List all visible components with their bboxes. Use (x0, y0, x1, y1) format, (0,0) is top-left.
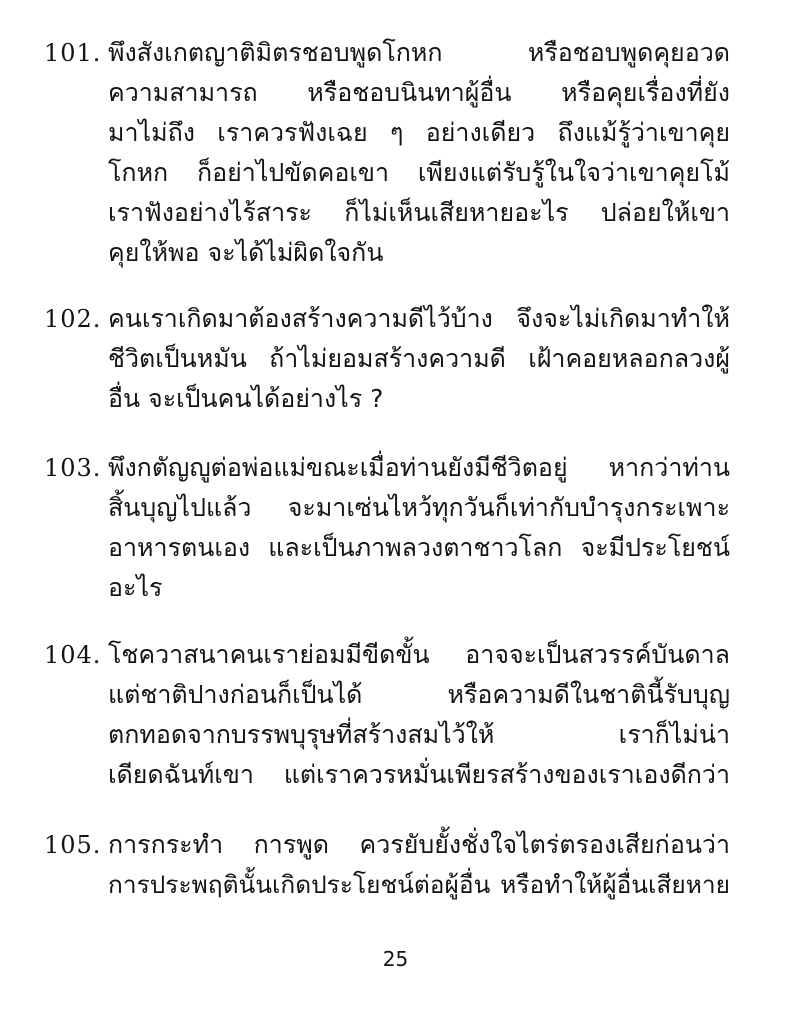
entry-line: ความสามารถ หรือชอบนินทาผู้อื่น หรือคุยเรื่องที่ยัง (108, 78, 730, 107)
entry-line: อาหารตนเอง และเป็นภาพลวงตาชาวโลก จะมีประโยชน์ (108, 533, 730, 562)
entry-line: โกหก ก็อย่าไปขัดคอเขา เพียงแต่รับรู้ในใจว่าเขาคุยโม้ (108, 158, 730, 187)
entry-line: ชีวิตเป็นหมัน ถ้าไม่ยอมสร้างความดี เฝ้าคอยหลอกลวงผู้ (108, 344, 730, 373)
entry-line: การประพฤตินั้นเกิดประโยชน์ต่อผู้อื่น หรือทำให้ผู้อื่นเสียหาย (108, 870, 730, 899)
entry-line: อะไร (108, 573, 163, 602)
entry-number: 103. (44, 454, 102, 482)
entry-number: 102. (44, 305, 102, 333)
entry-line: ตกทอดจากบรรพบุรุษที่สร้างสมไว้ให้ เราก็ไม่น่า (108, 720, 730, 749)
page-number: 25 (382, 947, 409, 971)
entry-line: เราฟังอย่างไร้สาระ ก็ไม่เห็นเสียหายอะไร ปล่อยให้เขา (108, 198, 730, 227)
entry-line: การกระทำ การพูด ควรยับยั้งชั่งใจไตร่ตรองเสียก่อนว่า (108, 830, 730, 859)
entry-line: สิ้นบุญไปแล้ว จะมาเซ่นไหว้ทุกวันก็เท่ากับบำรุงกระเพาะ (108, 493, 730, 522)
entry-number: 101. (44, 39, 102, 67)
entry-line: มาไม่ถึง เราควรฟังเฉย ๆ อย่างเดียว ถึงแม้รู้ว่าเขาคุย (108, 118, 730, 147)
entry-line: คนเราเกิดมาต้องสร้างความดีไว้บ้าง จึงจะไม่เกิดมาทำให้ (108, 304, 730, 333)
entry-line: โชควาสนาคนเราย่อมมีขีดขั้น อาจจะเป็นสวรรค์บันดาล (108, 640, 730, 669)
entry-number: 104. (44, 641, 102, 669)
entry-line: เดียดฉันท์เขา แต่เราควรหมั่นเพียรสร้างของเราเองดีกว่า (108, 760, 730, 789)
entry-line: แต่ชาติปางก่อนก็เป็นได้ หรือความดีในชาตินี้รับบุญ (108, 680, 730, 709)
entry-line: คุยให้พอ จะได้ไม่ผิดใจกัน (108, 238, 384, 267)
entry-line: พึงสังเกตญาติมิตรชอบพูดโกหก หรือชอบพูดคุยอวด (108, 38, 730, 67)
entry-line: พึงกตัญญูต่อพ่อแม่ขณะเมื่อท่านยังมีชีวิตอยู่ หากว่าท่าน (108, 453, 730, 482)
entry-number: 105. (44, 831, 102, 859)
entry-line: อื่น จะเป็นคนได้อย่างไร ? (108, 384, 384, 413)
